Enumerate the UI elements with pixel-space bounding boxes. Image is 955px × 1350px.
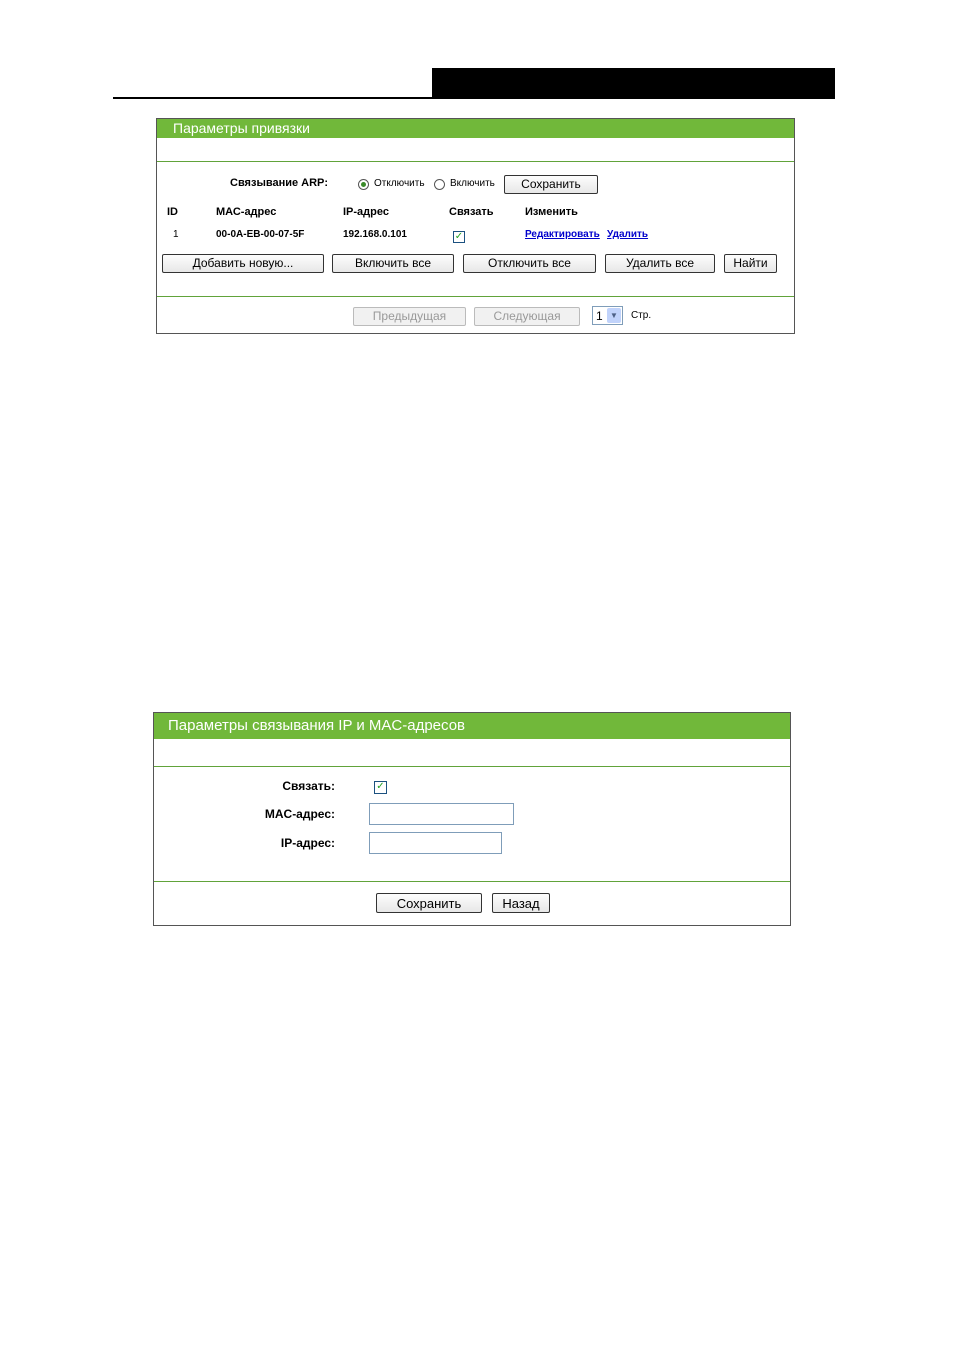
bind-checkbox[interactable]: ✓ <box>374 781 387 794</box>
find-button[interactable]: Найти <box>724 254 777 273</box>
next-page-button[interactable]: Следующая <box>474 307 580 326</box>
mac-address-input[interactable] <box>369 803 514 825</box>
dropdown-arrow-icon: ▼ <box>607 308 621 323</box>
col-header-modify: Изменить <box>525 206 578 218</box>
col-header-ip: IP-адрес <box>343 206 389 218</box>
row-bind-checkbox[interactable]: ✓ <box>454 231 464 242</box>
divider <box>157 296 794 297</box>
disable-all-button[interactable]: Отключить все <box>463 254 596 273</box>
row-id: 1 <box>173 229 179 240</box>
radio-enable-label: Включить <box>450 178 495 189</box>
radio-enable[interactable] <box>434 179 445 190</box>
col-header-bind: Связать <box>449 206 494 218</box>
col-header-mac: МАС-адрес <box>216 206 277 218</box>
header-black-block <box>432 68 835 99</box>
page-select-value: 1 <box>596 309 603 323</box>
ip-label: IP-адрес: <box>280 836 335 850</box>
panel-title: Параметры связывания IP и MAC-адресов <box>154 713 790 739</box>
row-mac: 00-0A-EB-00-07-5F <box>216 229 305 240</box>
radio-disable[interactable] <box>358 179 369 190</box>
row-delete-link[interactable]: Удалить <box>607 229 649 240</box>
radio-disable-label: Отключить <box>374 178 425 189</box>
ip-mac-binding-panel <box>153 712 791 926</box>
save-button[interactable]: Сохранить <box>376 893 482 913</box>
save-arp-button[interactable]: Сохранить <box>504 175 598 194</box>
enable-all-button[interactable]: Включить все <box>332 254 454 273</box>
page-suffix: Стр. <box>631 310 652 321</box>
page-select[interactable] <box>592 306 623 325</box>
previous-page-button[interactable]: Предыдущая <box>353 307 466 326</box>
mac-label: MAC-адрес: <box>264 807 335 821</box>
bind-label: Связать: <box>282 779 335 793</box>
binding-settings-panel <box>156 118 795 334</box>
col-header-id: ID <box>167 206 178 218</box>
header-rule <box>113 97 835 99</box>
arp-binding-label: Связывание ARP: <box>230 177 329 189</box>
add-new-button[interactable]: Добавить новую... <box>162 254 324 273</box>
divider <box>154 766 790 767</box>
panel-title: Параметры привязки <box>157 119 794 138</box>
divider <box>154 881 790 882</box>
back-button[interactable]: Назад <box>492 893 550 913</box>
divider <box>157 161 794 162</box>
delete-all-button[interactable]: Удалить все <box>605 254 715 273</box>
row-edit-link[interactable]: Редактировать <box>525 229 600 240</box>
ip-address-input[interactable] <box>369 832 502 854</box>
row-ip: 192.168.0.101 <box>343 229 407 240</box>
